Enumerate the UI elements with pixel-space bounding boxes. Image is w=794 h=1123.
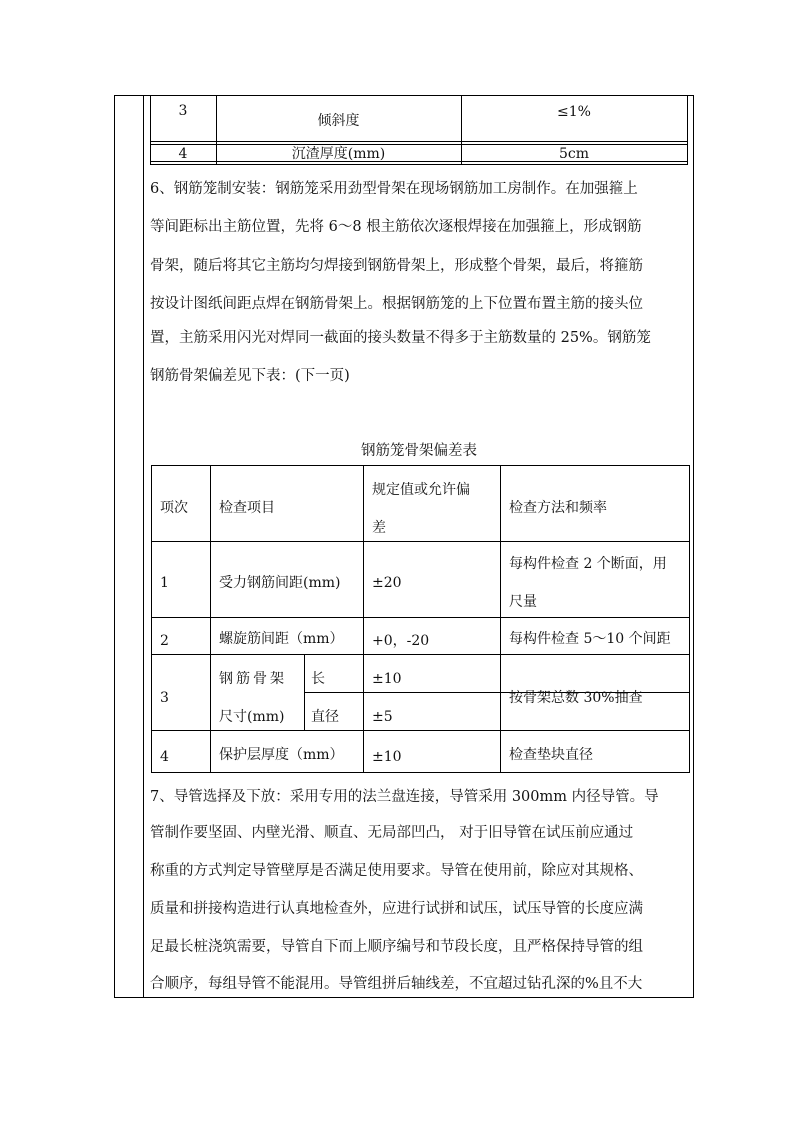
row2-no: 2 [160,633,169,649]
row2-method: 每构件检查 5～10 个间距 [509,631,671,647]
row3-item: 钢筋骨架 [219,671,287,687]
header-item: 检查项目 [219,500,275,516]
top-row-item: 沉渣厚度(mm) [291,146,386,162]
paragraph-line: 称重的方式判定导管壁厚是否满足使用要求。导管在使用前，除应对其规格、 [150,863,643,879]
top-row-value: 5cm [558,146,590,162]
header-no: 项次 [160,500,188,516]
row3-sub-diameter: 直径 [311,709,339,725]
header-value: 规定值或允许偏 [372,482,470,498]
row4-method: 检查垫块直径 [509,747,593,763]
paragraph-line: 6、钢筋笼制安装：钢筋笼采用劲型骨架在现场钢筋加工房制作。在加强箍上 [150,181,638,197]
row3-value-diameter: ±5 [372,709,393,725]
row1-method: 每构件检查 2 个断面，用 [509,556,667,572]
row3-sub-length: 长 [311,671,325,687]
paragraph-line: 质量和拼接构造进行认真地检查外，应进行试拼和试压，试压导管的长度应满 [150,901,643,917]
row1-method: 尺量 [509,594,537,610]
header-value: 差 [372,520,386,536]
row3-method: 按骨架总数 30%抽查 [509,690,643,706]
top-row-no: 3 [178,103,188,119]
top-row-no: 4 [178,146,188,162]
paragraph-line: 管制作要坚固、内壁光滑、顺直、无局部凹凸， 对于旧导管在试压前应通过 [150,825,634,841]
row4-item: 保护层厚度（mm） [219,747,344,763]
paragraph-line: 7、导管选择及下放：采用专用的法兰盘连接，导管采用 300mm 内径导管。导 [150,789,659,805]
top-row-value: ≤1% [557,104,591,120]
paragraph-line: 骨架，随后将其它主筋均匀焊接到钢筋骨架上，形成整个骨架，最后，将箍筋 [150,258,643,274]
row1-no: 1 [160,575,169,591]
top-row-item: 倾斜度 [317,113,360,129]
row3-no: 3 [160,690,169,706]
row3-value-length: ±10 [372,671,402,687]
row2-value: +0，-20 [372,633,430,649]
row1-item: 受力钢筋间距(mm) [219,575,341,591]
header-method: 检查方法和频率 [509,500,607,516]
paragraph-line: 足最长桩浇筑需要，导管自下而上顺序编号和节段长度，且严格保持导管的组 [150,939,643,955]
paragraph-line: 合顺序，每组导管不能混用。导管组拼后轴线差，不宜超过钻孔深的%且不大 [150,976,643,992]
paragraph-line: 等间距标出主筋位置，先将 6～8 根主筋依次逐根焊接在加强箍上，形成钢筋 [150,219,642,235]
paragraph-line: 置，主筋采用闪光对焊同一截面的接头数量不得多于主筋数量的 25%。钢筋笼 [150,330,651,346]
paragraph-line: 按设计图纸间距点焊在钢筋骨架上。根据钢筋笼的上下位置布置主筋的接头位 [150,296,643,312]
row3-item: 尺寸(mm) [219,709,285,725]
row1-value: ±20 [372,575,402,591]
row4-value: ±10 [372,749,402,765]
table-caption: 钢筋笼骨架偏差表 [361,443,477,459]
frame-divider [143,95,144,998]
row4-no: 4 [160,749,169,765]
paragraph-line: 钢筋骨架偏差见下表：(下一页) [150,368,350,384]
row2-item: 螺旋筋间距（mm） [219,631,344,647]
